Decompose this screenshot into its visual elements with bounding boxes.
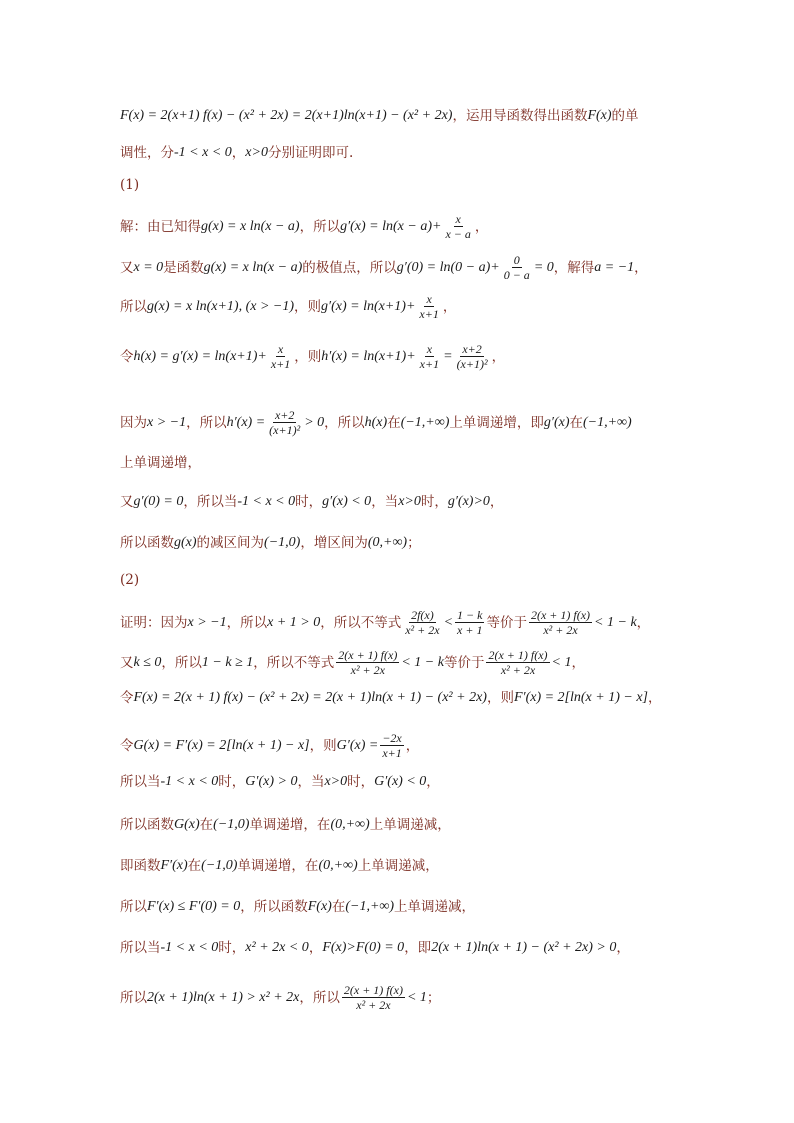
fraction-denominator: x² + 2x	[350, 663, 385, 677]
text-run: ，	[491, 348, 506, 365]
math-expression: < 1	[551, 654, 572, 670]
text-run: 时，	[347, 774, 375, 790]
math-expression: G′(x) =	[336, 737, 379, 753]
math-expression: F(x)>F(0) = 0	[322, 940, 405, 955]
text-run: ，	[648, 690, 662, 706]
fraction	[342, 983, 405, 1012]
math-expression: 1 − k ≥ 1	[201, 654, 254, 670]
math-expression: g′(x)>0	[447, 494, 490, 509]
math-expression: (−1,0)	[264, 535, 301, 550]
math-expression: (−1,+∞)	[583, 414, 632, 430]
math-expression: h′(x) = ln(x+1)+	[321, 348, 416, 364]
text-run: 在	[199, 817, 214, 833]
text-run: 等价于	[486, 614, 527, 631]
math-expression: h(x) = g′(x) = ln(x+1)+	[133, 348, 267, 364]
math-expression: g′(x) = ln(x+1)+	[321, 298, 416, 314]
text-line	[120, 608, 674, 637]
text-run: 所以	[120, 899, 147, 915]
text-run: ；	[426, 989, 441, 1006]
text-run: 所以函数	[120, 535, 174, 551]
math-expression: F′(x) = 2[ln(x + 1) − x]	[513, 690, 648, 705]
text-run: 证明：因为	[120, 614, 188, 631]
text-run: ，运用导函数得出函数	[452, 108, 588, 124]
fraction-numerator: x	[426, 342, 433, 356]
fraction-denominator: x² + 2x	[405, 623, 440, 637]
fraction	[403, 608, 441, 637]
text-run: ，	[489, 494, 504, 510]
math-expression: x > −1	[187, 614, 227, 630]
fraction-numerator: x	[277, 342, 284, 356]
text-run: 的极值点，所以	[302, 259, 397, 276]
math-expression: (0,+∞)	[367, 535, 408, 550]
math-expression: F′(x) ≤ F′(0) = 0	[147, 899, 241, 914]
text-run: ；	[407, 535, 421, 551]
text-run: 上单调递减，	[357, 858, 439, 874]
text-line	[120, 648, 674, 677]
text-line	[120, 212, 674, 241]
math-expression: x > −1	[147, 414, 187, 430]
fraction-numerator: 2f(x)	[411, 608, 434, 622]
text-line	[120, 106, 674, 126]
text-line	[120, 253, 674, 282]
fraction-denominator: x+1	[382, 746, 402, 760]
fraction	[267, 408, 302, 437]
text-run: 因为	[120, 414, 147, 431]
fraction-denominator: x+1	[419, 307, 439, 321]
fraction	[486, 648, 549, 677]
fraction-numerator: x	[426, 292, 432, 306]
text-line	[120, 983, 674, 1012]
fraction	[380, 731, 403, 760]
math-expression: x>0	[245, 145, 268, 160]
fraction	[455, 608, 484, 637]
text-line	[120, 292, 674, 321]
math-expression: 2(x + 1)ln(x + 1) − (x² + 2x) > 0	[431, 940, 617, 955]
math-expression: < 1	[406, 989, 427, 1005]
text-run: ，则	[486, 690, 514, 706]
math-expression: x = 0	[133, 259, 164, 275]
fraction-denominator: x² + 2x	[543, 623, 578, 637]
math-expression: g′(0) = 0	[133, 494, 184, 509]
text-run: 是函数	[163, 259, 204, 276]
text-run: ，增区间为	[300, 535, 368, 551]
text-run: (2)	[120, 572, 140, 588]
text-run: ，	[442, 298, 457, 315]
fraction-denominator: x+1	[270, 357, 291, 371]
fraction-denominator: 0 − a	[503, 268, 530, 282]
math-expression: 2(x + 1)ln(x + 1) > x² + 2x	[147, 989, 300, 1005]
math-expression: x² + 2x < 0	[245, 940, 309, 955]
math-expression: (−1,0)	[201, 858, 238, 873]
text-run: 时，	[218, 774, 246, 790]
text-run: ，所以函数	[240, 899, 308, 915]
text-run: ，当	[297, 774, 325, 790]
fraction-denominator: x − a	[445, 227, 471, 241]
fraction-numerator: 2(x + 1) f(x)	[530, 608, 591, 622]
text-run: ，即	[404, 940, 432, 956]
fraction-denominator: x+1	[419, 357, 440, 371]
math-expression: (−1,0)	[213, 817, 250, 832]
text-line	[120, 143, 674, 163]
text-run: ，	[636, 614, 651, 631]
text-run: ，当	[371, 494, 399, 510]
math-expression: <	[443, 614, 454, 630]
fraction-numerator: x+2	[274, 408, 295, 422]
math-expression: G(x)	[174, 817, 200, 832]
math-expression: -1 < x < 0	[174, 145, 232, 160]
text-run: ，所以	[299, 989, 340, 1006]
math-expression: -1 < x < 0	[237, 494, 296, 509]
text-run: 上单调递减，	[394, 899, 476, 915]
fraction-denominator: (x+1)²	[456, 357, 488, 371]
text-line	[120, 342, 674, 371]
fraction-denominator: x² + 2x	[500, 663, 536, 677]
text-run: ，所以	[226, 614, 268, 631]
text-run: 又	[120, 654, 134, 671]
math-expression: x>0	[398, 494, 421, 509]
text-run: ，所以	[324, 414, 365, 431]
fraction	[502, 253, 532, 282]
fraction	[417, 292, 440, 321]
text-run: 时，	[218, 940, 246, 956]
fraction	[269, 342, 292, 371]
fraction-numerator: x+2	[462, 342, 482, 356]
math-expression: g(x)	[174, 535, 197, 550]
math-expression: G′(x) > 0	[245, 774, 298, 789]
text-run: 所以当	[120, 774, 161, 790]
text-run: ，	[308, 940, 323, 956]
fraction	[455, 342, 490, 371]
math-expression: g′(x) = ln(x − a)+	[340, 218, 442, 234]
math-expression: G(x) = F′(x) = 2[ln(x + 1) − x]	[133, 737, 310, 753]
text-run: ，	[616, 940, 630, 956]
text-run: ，所以不等式	[253, 654, 335, 671]
text-run: ，	[634, 259, 648, 276]
fraction	[529, 608, 592, 637]
text-run: 所以函数	[120, 817, 174, 833]
math-expression: G′(x) < 0	[374, 774, 427, 789]
text-run: 在	[187, 858, 202, 874]
math-expression: (0,+∞)	[330, 817, 370, 832]
fraction-denominator: x² + 2x	[356, 998, 391, 1012]
math-expression: F(x) = 2(x + 1) f(x) − (x² + 2x) = 2(x + 1)ln(x + 1) − (x² + 2x)	[133, 690, 487, 705]
fraction-numerator: 2(x + 1) f(x)	[343, 983, 403, 997]
text-line	[120, 772, 674, 792]
text-line	[120, 175, 674, 195]
text-run: 所以	[120, 298, 147, 315]
text-line	[120, 492, 674, 512]
text-line	[120, 897, 674, 917]
fraction-denominator: (x+1)²	[269, 423, 301, 437]
fraction-numerator: −2x	[382, 731, 402, 745]
text-line	[120, 453, 674, 473]
fraction-numerator: 0	[513, 253, 520, 267]
text-run: 在	[331, 899, 346, 915]
math-expression: x>0	[324, 774, 348, 789]
text-run: 分别证明即可.	[267, 145, 354, 161]
fraction	[443, 212, 472, 241]
text-line	[120, 938, 674, 958]
math-expression: < 1 − k	[594, 614, 637, 630]
math-expression: x + 1 > 0	[267, 614, 321, 630]
math-expression: < 1 − k	[401, 654, 444, 670]
text-run: 等价于	[443, 654, 485, 671]
text-run: 令	[120, 348, 134, 365]
text-run: 上单调递增，	[120, 455, 201, 471]
text-line	[120, 688, 674, 708]
math-expression: g′(x)	[543, 414, 570, 430]
text-run: 令	[120, 690, 134, 706]
fraction-numerator: 2(x + 1) f(x)	[338, 648, 398, 662]
text-run: 时，	[420, 494, 448, 510]
fraction-denominator: x + 1	[457, 623, 483, 637]
text-run: 所以	[120, 989, 147, 1006]
fraction-numerator: 2(x + 1) f(x)	[488, 648, 548, 662]
math-expression: h′(x) =	[226, 414, 266, 430]
text-line	[120, 533, 674, 553]
text-run: (1)	[120, 177, 140, 193]
text-run: ，	[426, 774, 440, 790]
text-run: 单调递增，在	[249, 817, 331, 833]
text-run: 的减区间为	[196, 535, 265, 551]
text-run: ，所以	[161, 654, 202, 671]
text-run: 在	[569, 414, 583, 431]
math-expression: F(x)	[307, 899, 332, 914]
fraction	[336, 648, 399, 677]
text-line	[120, 815, 674, 835]
text-run: 又	[120, 259, 134, 276]
math-expression: F(x)	[587, 108, 612, 123]
text-run: ，所以当	[183, 494, 238, 510]
text-run: 时，	[295, 494, 323, 510]
math-expression: g′(x) < 0	[322, 494, 372, 509]
text-run: 上单调递增，即	[449, 414, 544, 431]
text-run: 即函数	[120, 858, 161, 874]
text-line	[120, 731, 674, 760]
text-run: ，则	[309, 737, 337, 754]
math-expression: F(x) = 2(x+1) f(x) − (x² + 2x) = 2(x+1)ln(x+1) − (x² + 2x)	[120, 108, 453, 123]
text-run: 在	[387, 414, 401, 431]
text-run: ，	[474, 218, 489, 235]
text-line	[120, 570, 674, 590]
text-run: 所以当	[120, 940, 161, 956]
math-expression: =	[443, 348, 453, 364]
math-expression: g′(0) = ln(0 − a)+	[396, 259, 500, 275]
math-expression: g(x) = x ln(x − a)	[201, 218, 300, 234]
text-run: ，则	[294, 298, 322, 315]
math-expression: (−1,+∞)	[345, 899, 395, 914]
math-expression: k ≤ 0	[133, 654, 162, 670]
fraction-numerator: 1 − k	[457, 608, 483, 622]
text-run: 上单调递减，	[369, 817, 451, 833]
text-run: 调性，分	[120, 145, 174, 161]
text-run: 令	[120, 737, 134, 754]
fraction-numerator: x	[455, 212, 461, 226]
math-expression: g(x) = x ln(x − a)	[203, 259, 303, 275]
text-run: ，	[571, 654, 585, 671]
text-run: 的单	[611, 108, 639, 124]
math-expression: = 0	[533, 259, 554, 275]
text-run: ，	[231, 145, 246, 161]
text-run: 解：由已知得	[120, 218, 201, 235]
math-expression: > 0	[304, 414, 325, 430]
text-run: ，则	[294, 348, 322, 365]
text-run: ，解得	[553, 259, 595, 276]
math-expression: -1 < x < 0	[160, 940, 219, 955]
fraction	[418, 342, 441, 371]
text-run: ，所以	[186, 414, 227, 431]
text-line	[120, 856, 674, 876]
text-run: ，所以不等式	[320, 614, 402, 631]
math-expression: h(x)	[364, 414, 388, 430]
text-run: 又	[120, 494, 134, 510]
text-run: 单调递增，在	[237, 858, 319, 874]
math-expression: (−1,+∞)	[400, 414, 450, 430]
math-expression: (0,+∞)	[318, 858, 358, 873]
math-expression: g(x) = x ln(x+1), (x > −1)	[147, 298, 295, 314]
math-expression: F′(x)	[160, 858, 188, 873]
math-expression: a = −1	[594, 259, 635, 275]
math-expression: -1 < x < 0	[160, 774, 219, 789]
text-run: ，	[405, 737, 420, 754]
text-line	[120, 408, 674, 437]
text-run: ，所以	[299, 218, 341, 235]
